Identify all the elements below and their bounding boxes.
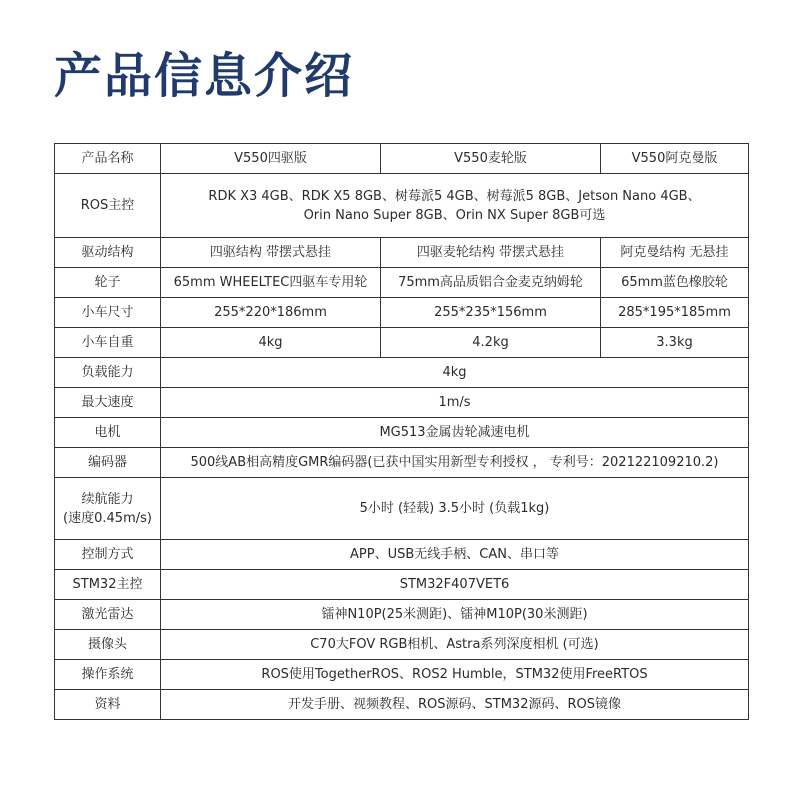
- row-os: [55, 660, 749, 690]
- value-load: 4kg: [161, 358, 749, 388]
- value-lidar: 镭神N10P(25米测距)、镭神M10P(30米测距): [161, 600, 749, 630]
- value-camera: C70大FOV RGB相机、Astra系列深度相机 (可选): [161, 630, 749, 660]
- page-title: 产品信息介绍: [54, 48, 355, 104]
- value-drive-ackermann: 阿克曼结构 无悬挂: [601, 238, 749, 268]
- row-weight: [55, 328, 749, 358]
- value-wheels-mecanum: 75mm高品质铝合金麦克纳姆轮: [381, 268, 601, 298]
- value-weight-ackermann: 3.3kg: [601, 328, 749, 358]
- row-size: [55, 298, 749, 328]
- value-endurance: 5小时 (轻载) 3.5小时 (负载1kg): [161, 478, 749, 540]
- spec-table: [54, 143, 749, 720]
- value-motor: MG513金属齿轮减速电机: [161, 418, 749, 448]
- row-stm32: [55, 570, 749, 600]
- label-control: 控制方式: [55, 540, 161, 570]
- row-speed: [55, 388, 749, 418]
- label-wheels: 轮子: [55, 268, 161, 298]
- label-drive-structure: 驱动结构: [55, 238, 161, 268]
- row-product-name: [55, 144, 749, 174]
- label-os: 操作系统: [55, 660, 161, 690]
- label-docs: 资料: [55, 690, 161, 720]
- row-docs: [55, 690, 749, 720]
- row-motor: [55, 418, 749, 448]
- ros-control-line-1: RDK X3 4GB、RDK X5 8GB、树莓派5 4GB、树莓派5 8GB、Jetson Nano 4GB、: [208, 188, 701, 204]
- col-header-v550-4wd: V550四驱版: [161, 144, 381, 174]
- value-control: APP、USB无线手柄、CAN、串口等: [161, 540, 749, 570]
- value-size-mecanum: 255*235*156mm: [381, 298, 601, 328]
- value-os: ROS使用TogetherROS、ROS2 Humble，STM32使用FreeRTOS: [161, 660, 749, 690]
- label-ros-control: ROS主控: [55, 174, 161, 238]
- label-stm32: STM32主控: [55, 570, 161, 600]
- value-drive-4wd: 四驱结构 带摆式悬挂: [161, 238, 381, 268]
- value-weight-4wd: 4kg: [161, 328, 381, 358]
- row-lidar: [55, 600, 749, 630]
- col-header-v550-mecanum: V550麦轮版: [381, 144, 601, 174]
- label-endurance-line-2: (速度0.45m/s): [63, 510, 152, 526]
- ros-control-line-2: Orin Nano Super 8GB、Orin NX Super 8GB可选: [303, 207, 606, 223]
- label-weight: 小车自重: [55, 328, 161, 358]
- label-lidar: 激光雷达: [55, 600, 161, 630]
- label-size: 小车尺寸: [55, 298, 161, 328]
- label-load: 负载能力: [55, 358, 161, 388]
- label-product-name: 产品名称: [55, 144, 161, 174]
- col-header-v550-ackermann: V550阿克曼版: [601, 144, 749, 174]
- row-encoder: [55, 448, 749, 478]
- value-size-4wd: 255*220*186mm: [161, 298, 381, 328]
- row-ros-control: [55, 174, 749, 238]
- row-load: [55, 358, 749, 388]
- label-endurance-line-1: 续航能力: [81, 491, 134, 507]
- value-docs: 开发手册、视频教程、ROS源码、STM32源码、ROS镜像: [161, 690, 749, 720]
- row-endurance: [55, 478, 749, 540]
- value-encoder: 500线AB相高精度GMR编码器(已获中国实用新型专利授权 ， 专利号：202122109210.2): [161, 448, 749, 478]
- value-wheels-ackermann: 65mm蓝色橡胶轮: [601, 268, 749, 298]
- value-speed: 1m/s: [161, 388, 749, 418]
- row-drive-structure: [55, 238, 749, 268]
- row-control: [55, 540, 749, 570]
- value-stm32: STM32F407VET6: [161, 570, 749, 600]
- value-weight-mecanum: 4.2kg: [381, 328, 601, 358]
- label-speed: 最大速度: [55, 388, 161, 418]
- row-wheels: [55, 268, 749, 298]
- label-encoder: 编码器: [55, 448, 161, 478]
- value-wheels-4wd: 65mm WHEELTEC四驱车专用轮: [161, 268, 381, 298]
- value-size-ackermann: 285*195*185mm: [601, 298, 749, 328]
- label-endurance: [55, 478, 161, 540]
- row-camera: [55, 630, 749, 660]
- label-motor: 电机: [55, 418, 161, 448]
- value-ros-control: [161, 174, 749, 238]
- value-drive-mecanum: 四驱麦轮结构 带摆式悬挂: [381, 238, 601, 268]
- label-camera: 摄像头: [55, 630, 161, 660]
